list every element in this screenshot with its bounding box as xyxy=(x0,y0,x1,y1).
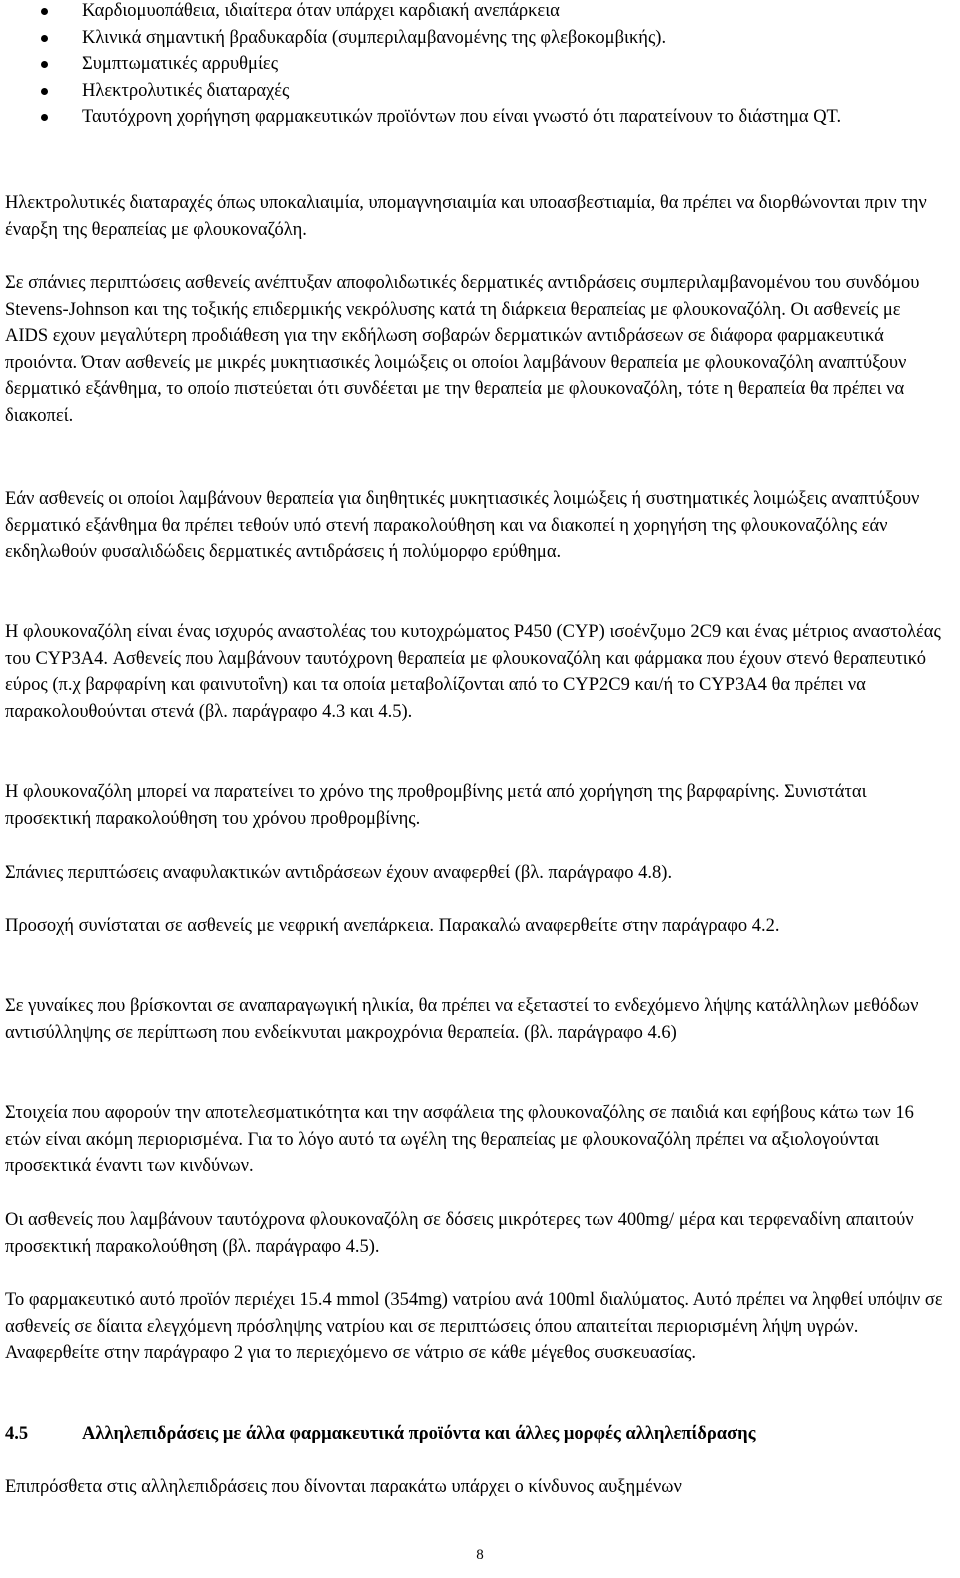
bullet-icon xyxy=(41,61,48,68)
paragraph-skin-reactions: Σε σπάνιες περιπτώσεις ασθενείς ανέπτυξαν αποφολιδωτικές δερματικές αντιδράσεις συμπεριλαμβανομένου του συνδόμου Stevens-Johnson και της τοξικής επιδερμικής νεκρόλυσης κατά τη διάρκεια θεραπείας με φλουκοναζόλη. Οι ασθενείς με AIDS εχουν μεγαλύτερη προδιάθεση για την εκδήλωση σοβαρών δερματικών αντιδράσεων σε διάφορα φαρμακευτικά προιόντα. Όταν ασθενείς με μικρές μυκητιασικές λοιμώξεις οι οποίοι λαμβάνουν θεραπεία με φλουκοναζόλη αναπτύξουν δερματικό εξάνθημα, το οποίο πιστεύεται ότι συνδέεται με την θεραπεία με φλουκοναζόλη, τότε η θεραπεία θα πρέπει να διακοπεί. xyxy=(5,273,920,426)
paragraph-cyp-inhibition: Η φλουκοναζόλη είναι ένας ισχυρός αναστολέας του κυτοχρώματος P450 (CYP) ισοένζυμο 2C9 και ένας μέτριος αναστολέας του CYP3A4. Ασθενείς που λαμβάνουν ταυτόχρονη θεραπεία με φλουκοναζόλη και φάρμακα που έχουν στενό θεραπευτικό εύρος (π.χ βαρφαρίνη και φαινυτοΐνη) και τα οποία μεταβολίζονται από το CYP2C9 και/ή το CYP3A4 θα πρέπει να παρακολουθούνται στενά (βλ. παράγραφο 4.3 και 4.5). xyxy=(5,622,941,722)
list-item xyxy=(0,25,945,52)
section-title: Αλληλεπιδράσεις με άλλα φαρμακευτικά προϊόντα και άλλες μορφές αλληλεπίδρασης xyxy=(82,1424,756,1444)
bullet-icon xyxy=(41,8,48,15)
page-number: 8 xyxy=(476,1547,484,1563)
bullet-icon xyxy=(41,88,48,95)
bullet-icon xyxy=(41,114,48,121)
section-heading xyxy=(5,1421,945,1448)
list-item xyxy=(0,104,945,131)
paragraph-sodium: Το φαρμακευτικό αυτό προϊόν περιέχει 15.4 mmol (354mg) νατρίου ανά 100ml διαλύματος. Αυτό πρέπει να ληφθεί υπόψιν σε ασθενείς σε δίαιτα ελεγχόμενη πρόσληψης νατρίου και σε περιπτώσεις όπου απαιτείται περιορισμένη λήψη υγρών. Αναφερθείτε στην παράγραφο 2 για το περιεχόμενο σε νάτριο σε κάθε μέγεθος συσκευασίας. xyxy=(5,1290,943,1364)
paragraph-prothrombin: Η φλουκοναζόλη μπορεί να παρατείνει το χρόνο της προθρομβίνης μετά από χορήγηση της βαρφαρίνης. Συνιστάται προσεκτική παρακολούθηση του χρόνου προθρομβίνης. xyxy=(5,782,867,829)
list-item xyxy=(0,0,945,25)
list-item-text: Ηλεκτρολυτικές διαταραχές xyxy=(82,80,290,101)
list-item xyxy=(0,78,945,105)
paragraph-contraception: Σε γυναίκες που βρίσκονται σε αναπαραγωγική ηλικία, θα πρέπει να εξεταστεί το ενδεχόμενο λήψης κατάλληλων μεθόδων αντισύλληψης σε περίπτωση που ενδείκνυται μακροχρόνια θεραπεία. (βλ. παράγραφο 4.6) xyxy=(5,996,919,1043)
paragraph-renal: Προσοχή συνίσταται σε ασθενείς με νεφρική ανεπάρκεια. Παρακαλώ αναφερθείτε στην παράγραφο 4.2. xyxy=(5,916,780,936)
paragraph-pediatric: Στοιχεία που αφορούν την αποτελεσματικότητα και την ασφάλεια της φλουκοναζόλης σε παιδιά και εφήβους κάτω των 16 ετών είναι ακόμη περιορισμένα. Για το λόγο αυτό τα ωγέλη της θεραπείας με φλουκοναζόλη πρέπει να αξιολογούνται προσεκτικά έναντι των κινδύνων. xyxy=(5,1103,914,1177)
paragraph-anaphylaxis: Σπάνιες περιπτώσεις αναφυλακτικών αντιδράσεων έχουν αναφερθεί (βλ. παράγραφο 4.8). xyxy=(5,863,673,883)
list-item-text: Κλινικά σημαντική βραδυκαρδία (συμπεριλαμβανομένης της φλεβοκομβικής). xyxy=(82,27,667,48)
list-item-text: Συμπτωματικές αρρυθμίες xyxy=(82,54,279,75)
list-item-text: Καρδιομυοπάθεια, ιδιαίτερα όταν υπάρχει καρδιακή ανεπάρκεια xyxy=(82,1,560,21)
paragraph-terfenadine: Οι ασθενείς που λαμβάνουν ταυτόχρονα φλουκοναζόλη σε δόσεις μικρότερες των 400mg/ μέρα και τερφεναδίνη απαιτούν προσεκτική παρακολούθηση (βλ. παράγραφο 4.5). xyxy=(5,1210,914,1257)
risk-factor-list xyxy=(0,0,945,131)
section-number: 4.5 xyxy=(5,1424,29,1444)
list-item xyxy=(0,51,945,78)
paragraph-electrolytes: Ηλεκτρολυτικές διαταραχές όπως υποκαλιαιμία, υπομαγνησιαιμία και υποασβεστιαμία, θα πρέπει να διορθώνονται πριν την έναρξη της θεραπείας με φλουκοναζόλη. xyxy=(5,193,927,240)
paragraph-invasive-infections: Εάν ασθενείς οι οποίοι λαμβάνουν θεραπεία για διηθητικές μυκητιασικές λοιμώξεις ή συστηματικές λοιμώξεις αναπτύξουν δερματικό εξάνθημα θα πρέπει τεθούν υπό στενή παρακολούθηση και να διακοπεί η χορηγήση της φλουκοναζόλης εάν εκδηλωθούν φυσαλιδώδεις δερματικές αντιδράσεις ή πολύμορφο ερύθημα. xyxy=(5,489,920,563)
bullet-icon xyxy=(41,35,48,42)
list-item-text: Ταυτόχρονη χορήγηση φαρμακευτικών προϊόντων που είναι γνωστό ότι παρατείνουν το διάστημα QT. xyxy=(82,107,842,128)
paragraph-interactions-intro: Επιπρόσθετα στις αλληλεπιδράσεις που δίνονται παρακάτω υπάρχει ο κίνδυνος αυξημένων xyxy=(5,1477,682,1497)
